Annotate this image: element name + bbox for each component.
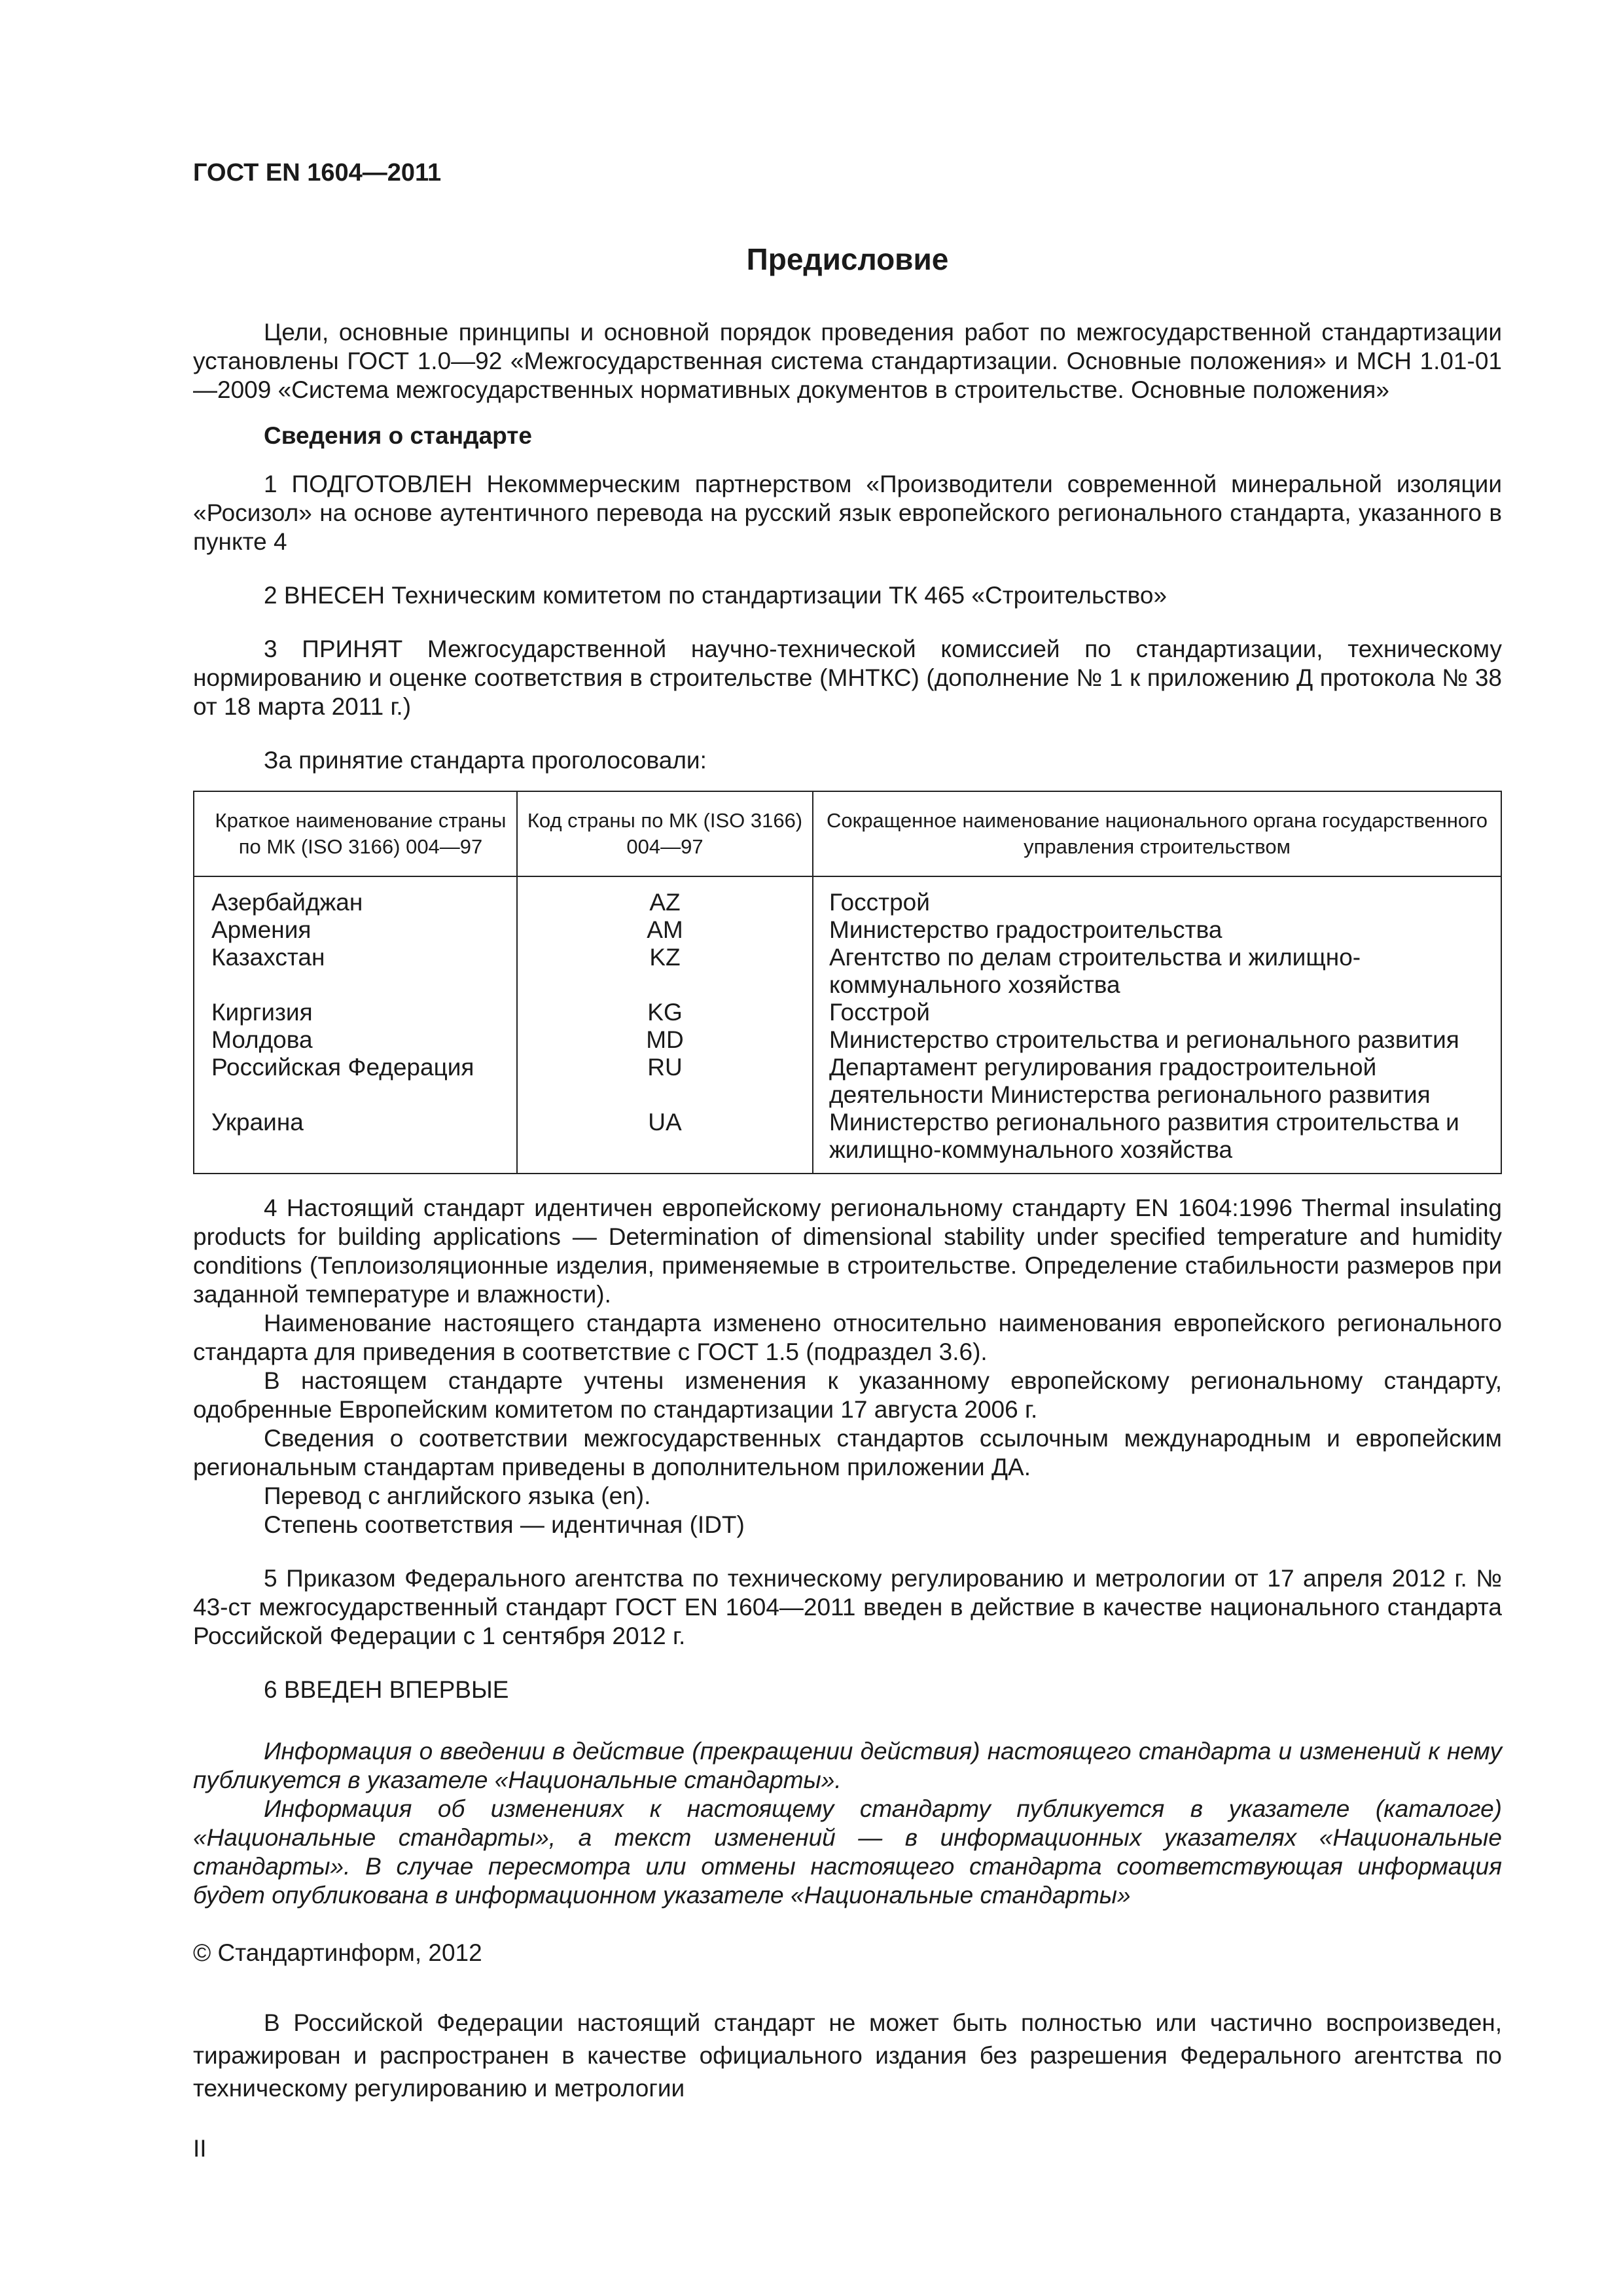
info-paragraph-1: Информация о введении в действие (прекращении действия) настоящего стандарта и изменений к нему публикуется в указателе «Национальные стандарты». xyxy=(193,1738,1502,1793)
item-4-degree: Степень соответствия — идентичная (IDT) xyxy=(264,1511,745,1538)
table-row xyxy=(194,1026,1501,1054)
item-4-identity: 4 Настоящий стандарт идентичен европейскому региональному стандарту EN 1604:1996 Thermal insulating products for building applications — Determination of dimensional stability under specified temperature and humidity conditions (Теплоизоляционные изделия, применяемые в строительстве. Определение стабильности размеров при заданной температуре и влажности). xyxy=(193,1194,1502,1308)
reproduction-rights: В Российской Федерации настоящий стандарт не может быть полностью или частично воспроизведен, тиражирован и распространен в качестве официального издания без разрешения Федерального агентства по техническому регулированию и метрологии xyxy=(193,2009,1502,2102)
national-body-cell: Министерство регионального развития строительства и жилищно-коммунального хозяйства xyxy=(813,1109,1501,1174)
item-3-adopted: 3 ПРИНЯТ Межгосударственной научно-технической комиссией по стандартизации, техническому нормированию и оценке соответствия в строительстве (МНТКС) (дополнение № 1 к приложению Д протокола № 38 от 18 марта 2011 г.) xyxy=(193,636,1502,720)
voted-label: За принятие стандарта проголосовали: xyxy=(264,747,707,774)
country-code-cell: RU xyxy=(517,1054,813,1109)
table-row xyxy=(194,1054,1501,1109)
page-number: II xyxy=(193,2135,207,2162)
country-code-cell: AM xyxy=(517,916,813,944)
country-name-cell: Азербайджан xyxy=(194,876,517,916)
item-4-references: Сведения о соответствии межгосударственных стандартов ссылочным международным и европейским региональным стандартам приведены в дополнительном приложении ДА. xyxy=(193,1425,1502,1480)
table-row xyxy=(194,944,1501,999)
national-body-cell: Министерство строительства и регионального развития xyxy=(813,1026,1501,1054)
document-id: ГОСТ EN 1604—2011 xyxy=(193,159,442,187)
header-national-body: Сокращенное наименование национального органа государственного управления строительством xyxy=(813,791,1501,876)
item-4-amendments: В настоящем стандарте учтены изменения к указанному европейскому региональному стандарту, одобренные Европейским комитетом по стандартизации 17 августа 2006 г. xyxy=(193,1367,1502,1423)
national-body-cell: Госстрой xyxy=(813,999,1501,1026)
country-code-cell: KG xyxy=(517,999,813,1026)
country-name-cell: Армения xyxy=(194,916,517,944)
country-code-cell: KZ xyxy=(517,944,813,999)
national-body-cell: Министерство градостроительства xyxy=(813,916,1501,944)
intro-paragraph: Цели, основные принципы и основной порядок проведения работ по межгосударственной стандартизации установлены ГОСТ 1.0—92 «Межгосударственная система стандартизации. Основные положения» и МСН 1.01-01—2009 «Система межгосударственных нормативных документов в строительстве. Основные положения» xyxy=(193,319,1502,403)
foreword-title: Предисловие xyxy=(746,242,949,276)
copyright-notice: © Стандартинформ, 2012 xyxy=(193,1939,482,1966)
voting-table xyxy=(193,791,1502,1174)
table-row xyxy=(194,999,1501,1026)
national-body-cell: Агентство по делам строительства и жилищно-коммунального хозяйства xyxy=(813,944,1501,999)
country-name-cell: Киргизия xyxy=(194,999,517,1026)
table-row xyxy=(194,916,1501,944)
table-row xyxy=(194,876,1501,916)
item-4-translation: Перевод с английского языка (en). xyxy=(264,1482,651,1509)
item-6-first-introduced: 6 ВВЕДЕН ВПЕРВЫЕ xyxy=(264,1676,509,1703)
table-row xyxy=(194,1109,1501,1174)
header-country-name: Краткое наименование страны по МК (ISO 3166) 004—97 xyxy=(194,791,517,876)
country-code-cell: UA xyxy=(517,1109,813,1174)
country-code-cell: MD xyxy=(517,1026,813,1054)
item-5-order: 5 Приказом Федерального агентства по техническому регулированию и метрологии от 17 апреля 2012 г. № 43-ст межгосударственный стандарт ГОСТ EN 1604—2011 введен в действие в качестве национального стандарта Российской Федерации с 1 сентября 2012 г. xyxy=(193,1565,1502,1649)
header-country-code: Код страны по МК (ISO 3166) 004—97 xyxy=(517,791,813,876)
country-code-cell: AZ xyxy=(517,876,813,916)
page-content xyxy=(193,157,1502,2105)
country-name-cell: Украина xyxy=(194,1109,517,1174)
national-body-cell: Госстрой xyxy=(813,876,1501,916)
table-header-row xyxy=(194,791,1501,876)
info-paragraph-2: Информация об изменениях к настоящему стандарту публикуется в указателе (каталоге) «Национальные стандарты», а текст изменений — в информационных указателях «Национальные стандарты». В случае пересмотра или отмены настоящего стандарта соответствующая информация будет опубликована в информационном указателе «Национальные стандарты» xyxy=(193,1795,1502,1909)
country-name-cell: Казахстан xyxy=(194,944,517,999)
country-name-cell: Молдова xyxy=(194,1026,517,1054)
standard-info-heading: Сведения о стандарте xyxy=(264,422,532,449)
item-2-submitted: 2 ВНЕСЕН Техническим комитетом по стандартизации ТК 465 «Строительство» xyxy=(264,582,1168,609)
national-body-cell: Департамент регулирования градостроительной деятельности Министерства регионального развития xyxy=(813,1054,1501,1109)
item-4-name-change: Наименование настоящего стандарта изменено относительно наименования европейского регионального стандарта для приведения в соответствие с ГОСТ 1.5 (подраздел 3.6). xyxy=(193,1310,1502,1365)
item-1-prepared: 1 ПОДГОТОВЛЕН Некоммерческим партнерством «Производители современной минеральной изоляции «Росизол» на основе аутентичного перевода на русский язык европейского регионального стандарта, указанного в пункте 4 xyxy=(193,471,1502,555)
country-name-cell: Российская Федерация xyxy=(194,1054,517,1109)
